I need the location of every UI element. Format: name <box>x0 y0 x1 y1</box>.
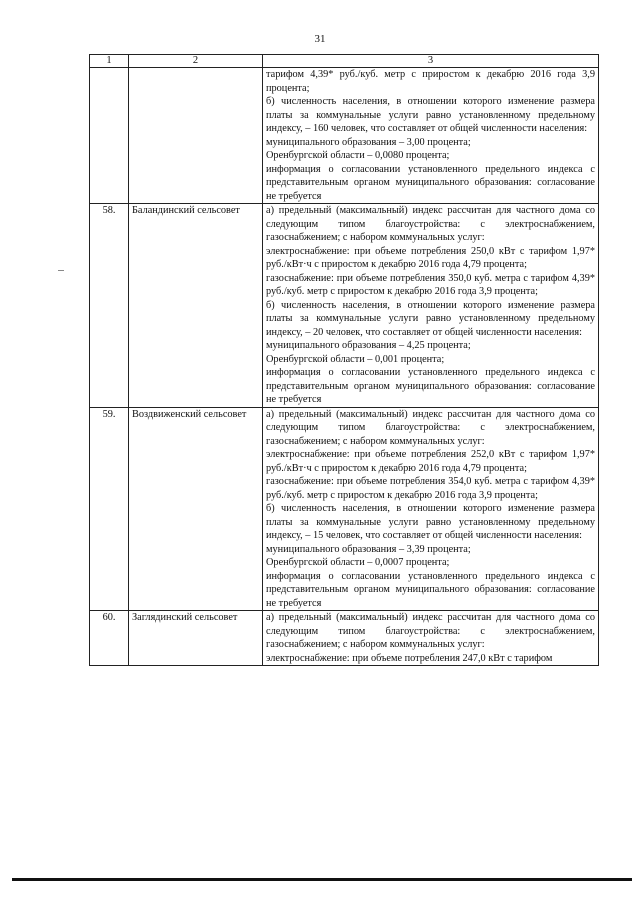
table-row <box>90 407 599 611</box>
description-paragraph: муниципального образования – 3,39 процента; <box>266 543 471 555</box>
table-row <box>90 204 599 408</box>
table-header-row <box>90 55 599 68</box>
description-paragraph: информация о согласовании установленного предельного индекса с представительным органом муниципального образования: согласование не требуется <box>266 367 595 405</box>
row-number: 60. <box>90 611 129 666</box>
description-paragraph: электроснабжение: при объеме потребления 247,0 кВт с тарифом <box>266 652 553 664</box>
description-paragraph: а) предельный (максимальный) индекс рассчитан для частного дома со следующим типом благоустройства: с электроснабжением, газоснабжением; с набором коммунальных услуг: <box>266 612 595 650</box>
index-description <box>263 407 599 611</box>
description-paragraph: б) численность населения, в отношении которого изменение размера платы за коммунальные услуги равно установленному предельному индексу, – 20 человек, что составляет от общей численности населения: <box>266 299 595 338</box>
description-paragraph: а) предельный (максимальный) индекс рассчитан для частного дома со следующим типом благоустройства: с электроснабжением, газоснабжением; с набором коммунальных услуг: <box>266 408 595 447</box>
row-number <box>90 68 129 204</box>
table-row-continued <box>90 68 599 204</box>
row-number: 59. <box>90 407 129 611</box>
tariff-table <box>89 54 599 666</box>
description-paragraph: информация о согласовании установленного предельного индекса с представительным органом муниципального образования: согласование не требуется <box>266 570 595 609</box>
row-number: 58. <box>90 204 129 408</box>
header-cell: 2 <box>129 55 263 68</box>
municipality-name <box>129 68 263 204</box>
margin-mark <box>58 270 64 271</box>
page-bottom-rule <box>12 878 632 881</box>
description-paragraph: б) численность населения, в отношении которого изменение размера платы за коммунальные услуги равно установленному предельному индексу, – 160 человек, что составляет от общей численности населения: <box>266 96 595 134</box>
description-paragraph: Оренбургской области – 0,0007 процента; <box>266 557 450 568</box>
description-paragraph: Оренбургской области – 0,001 процента; <box>266 353 445 365</box>
municipality-name: Заглядинский сельсовет <box>129 611 263 666</box>
municipality-name: Воздвиженский сельсовет <box>129 407 263 611</box>
description-paragraph: электроснабжение: при объеме потребления 252,0 кВт с тарифом 1,97* руб./кВт·ч с приростом к декабрю 2016 года 4,79 процента; <box>266 449 595 474</box>
index-description <box>263 204 599 408</box>
description-paragraph: б) численность населения, в отношении которого изменение размера платы за коммунальные услуги равно установленному предельному индексу, – 15 человек, что составляет от общей численности населения: <box>266 503 595 541</box>
description-paragraph: Оренбургской области – 0,0080 процента; <box>266 150 450 161</box>
table-row <box>90 611 599 666</box>
index-description <box>263 611 599 666</box>
description-paragraph: информация о согласовании установленного предельного индекса с представительным органом муниципального образования: согласование не требуется <box>266 163 595 202</box>
description-paragraph: газоснабжение: при объеме потребления 350,0 куб. метра с тарифом 4,39* руб./куб. метр с приростом к декабрю 2016 года 3,9 процента; <box>266 272 595 297</box>
header-cell: 1 <box>90 55 129 68</box>
description-paragraph: газоснабжение: при объеме потребления 354,0 куб. метра с тарифом 4,39* руб./куб. метр с приростом к декабрю 2016 года 3,9 процента; <box>266 476 595 501</box>
header-cell: 3 <box>263 55 599 68</box>
description-paragraph: тарифом 4,39* руб./куб. метр с приростом к декабрю 2016 года 3,9 процента; <box>266 69 595 94</box>
page-number: 31 <box>314 33 326 45</box>
description-paragraph: муниципального образования – 3,00 процента; <box>266 136 471 148</box>
index-description <box>263 68 599 204</box>
description-paragraph: а) предельный (максимальный) индекс рассчитан для частного дома со следующим типом благоустройства: с электроснабжением, газоснабжением; с набором коммунальных услуг: <box>266 205 595 243</box>
municipality-name: Баландинский сельсовет <box>129 204 263 408</box>
description-paragraph: муниципального образования – 4,25 процента; <box>266 340 471 351</box>
description-paragraph: электроснабжение: при объеме потребления 250,0 кВт с тарифом 1,97* руб./кВт·ч с приростом к декабрю 2016 года 4,79 процента; <box>266 245 595 270</box>
